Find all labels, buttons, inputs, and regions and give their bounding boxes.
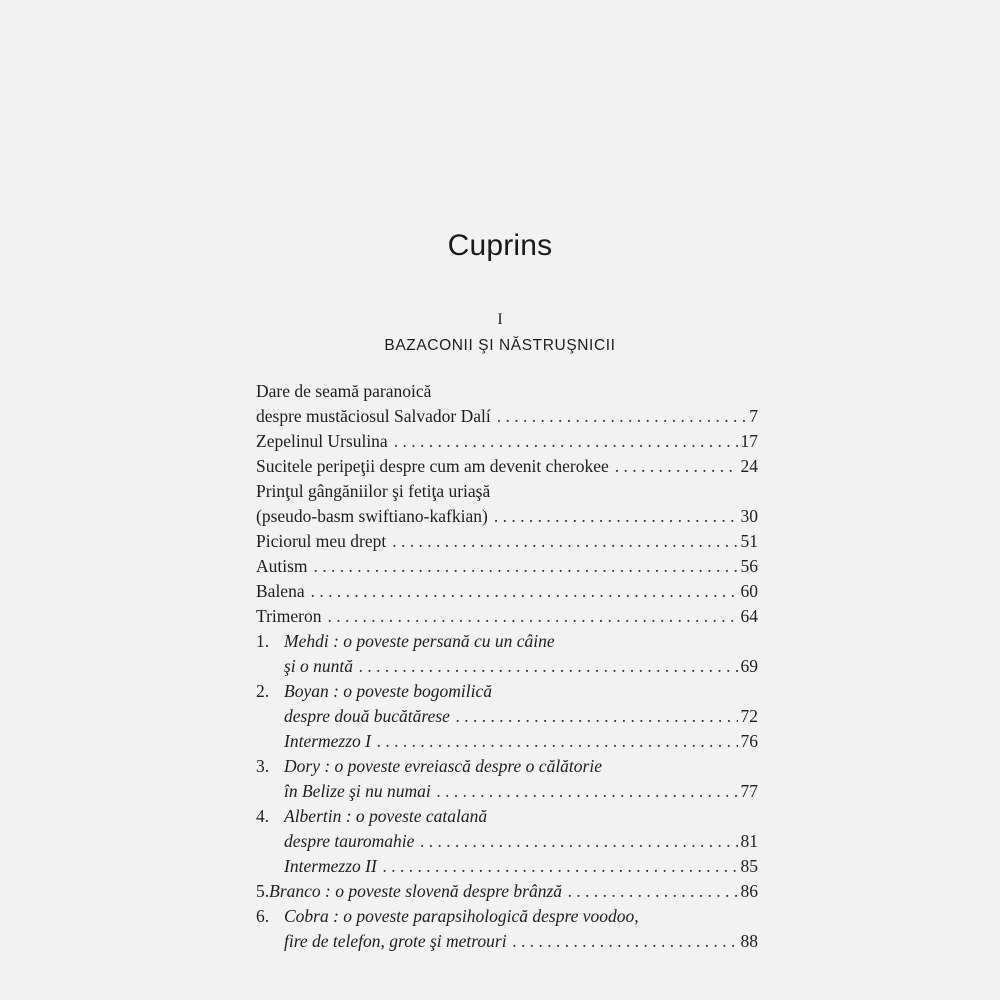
- part-number: I: [497, 311, 503, 328]
- toc-entry-text: Intermezzo II: [284, 856, 377, 876]
- toc-entry-text: Albertin : o poveste catalană: [284, 806, 488, 826]
- toc-entry[interactable]: [256, 479, 758, 529]
- toc-entry[interactable]: [256, 429, 758, 454]
- toc-entry-number: 1.: [256, 631, 270, 651]
- toc-entry-text: Mehdi : o poveste persană cu un câine: [284, 631, 555, 651]
- toc-entry[interactable]: [256, 754, 758, 804]
- toc-entry-text: Boyan : o poveste bogomilică: [284, 681, 493, 701]
- toc-entry-line: [256, 429, 758, 454]
- toc-entry-number: 3.: [256, 756, 270, 776]
- toc-entry-line: [256, 629, 758, 654]
- dot-leader: [314, 554, 738, 579]
- toc-entry-text: Branco : o poveste slovenă despre brânză: [269, 881, 563, 901]
- toc-entry[interactable]: [256, 604, 758, 629]
- toc-page-number: 7: [749, 406, 758, 426]
- toc-entry-text: Cobra : o poveste parapsihologică despre voodoo,: [284, 906, 639, 926]
- toc-entry-line: [256, 804, 758, 829]
- table-of-contents: [256, 379, 758, 954]
- toc-entry-text: Autism: [256, 556, 308, 576]
- toc-page-number: 60: [740, 581, 758, 601]
- toc-entry-text: despre mustăciosul Salvador Dalí: [256, 406, 491, 426]
- toc-entry-line: [256, 379, 758, 404]
- toc-entry-line: [256, 479, 758, 504]
- toc-entry-number: 2.: [256, 681, 270, 701]
- toc-entry[interactable]: [256, 379, 758, 429]
- dot-leader: [392, 529, 737, 554]
- page-title: Cuprins: [447, 229, 553, 262]
- toc-page-number: 30: [740, 506, 758, 526]
- toc-entry-line: [256, 554, 758, 579]
- toc-entry-text: fire de telefon, grote şi metrouri: [284, 931, 507, 951]
- toc-entry-text: Balena: [256, 581, 305, 601]
- toc-entry[interactable]: [256, 529, 758, 554]
- toc-entry-text: Prinţul gângăniilor şi fetiţa uriaşă: [256, 481, 491, 501]
- toc-page-number: 76: [740, 731, 758, 751]
- toc-entry-text: despre tauromahie: [284, 831, 415, 851]
- toc-entry-line: [284, 704, 758, 729]
- dot-leader: [615, 454, 738, 479]
- toc-entry-line: [256, 904, 758, 929]
- toc-entry-text: şi o nuntă: [284, 656, 354, 676]
- toc-entry-line: [256, 579, 758, 604]
- toc-page-number: 85: [740, 856, 758, 876]
- dot-leader: [359, 654, 737, 679]
- toc-entry-text: Zepelinul Ursulina: [256, 431, 388, 451]
- toc-entry-line: [256, 879, 758, 904]
- toc-entry[interactable]: [256, 879, 758, 904]
- toc-page-number: 56: [740, 556, 758, 576]
- toc-page-number: 88: [740, 931, 758, 951]
- toc-entry-line: [256, 529, 758, 554]
- toc-entry[interactable]: [256, 729, 758, 754]
- dot-leader: [311, 579, 738, 604]
- toc-entry[interactable]: [256, 629, 758, 679]
- toc-page-number: 17: [740, 431, 758, 451]
- toc-page-number: 86: [740, 881, 758, 901]
- toc-entry-line: [256, 404, 758, 429]
- toc-entry-line: [284, 829, 758, 854]
- toc-entry-number: 5.: [256, 881, 270, 901]
- toc-page-number: 24: [740, 456, 758, 476]
- dot-leader: [327, 604, 737, 629]
- dot-leader: [383, 854, 738, 879]
- dot-leader: [456, 704, 738, 729]
- toc-entry-text: Piciorul meu drept: [256, 531, 387, 551]
- toc-entry-line: [284, 729, 758, 754]
- toc-entry[interactable]: [256, 679, 758, 729]
- toc-entry-text: Sucitele peripeţii despre cum am devenit cherokee: [256, 456, 609, 476]
- dot-leader: [568, 879, 737, 904]
- toc-entry[interactable]: [256, 454, 758, 479]
- dot-leader: [497, 404, 747, 429]
- toc-entry-line: [284, 929, 758, 954]
- toc-entry-text: Dare de seamă paranoică: [256, 381, 432, 401]
- toc-page-number: 72: [740, 706, 758, 726]
- dot-leader: [513, 929, 738, 954]
- dot-leader: [420, 829, 737, 854]
- toc-entry-text: în Belize şi nu numai: [284, 781, 431, 801]
- dot-leader: [494, 504, 738, 529]
- toc-entry-line: [256, 604, 758, 629]
- dot-leader: [394, 429, 738, 454]
- toc-entry-number: 6.: [256, 906, 270, 926]
- toc-entry[interactable]: [256, 804, 758, 854]
- toc-entry[interactable]: [256, 579, 758, 604]
- toc-page-number: 64: [740, 606, 758, 626]
- toc-entry-line: [256, 504, 758, 529]
- toc-entry[interactable]: [256, 854, 758, 879]
- toc-entry[interactable]: [256, 904, 758, 954]
- toc-page-number: 51: [740, 531, 758, 551]
- toc-entry-line: [256, 679, 758, 704]
- toc-page-number: 77: [740, 781, 758, 801]
- toc-entry-line: [256, 454, 758, 479]
- toc-entry-text: despre două bucătărese: [284, 706, 450, 726]
- toc-page-number: 69: [740, 656, 758, 676]
- dot-leader: [377, 729, 738, 754]
- dot-leader: [437, 779, 738, 804]
- toc-entry-line: [284, 654, 758, 679]
- toc-entry-text: Dory : o poveste evreiască despre o călătorie: [284, 756, 602, 776]
- toc-entry-text: (pseudo-basm swiftiano-kafkian): [256, 506, 488, 526]
- toc-entry-line: [284, 779, 758, 804]
- toc-entry-text: Intermezzo I: [284, 731, 371, 751]
- toc-entry-number: 4.: [256, 806, 270, 826]
- toc-entry-line: [284, 854, 758, 879]
- part-title: BAZACONII ŞI NĂSTRUŞNICII: [384, 337, 616, 354]
- toc-entry[interactable]: [256, 554, 758, 579]
- toc-entry-line: [256, 754, 758, 779]
- toc-entry-text: Trimeron: [256, 606, 322, 626]
- toc-page-number: 81: [740, 831, 758, 851]
